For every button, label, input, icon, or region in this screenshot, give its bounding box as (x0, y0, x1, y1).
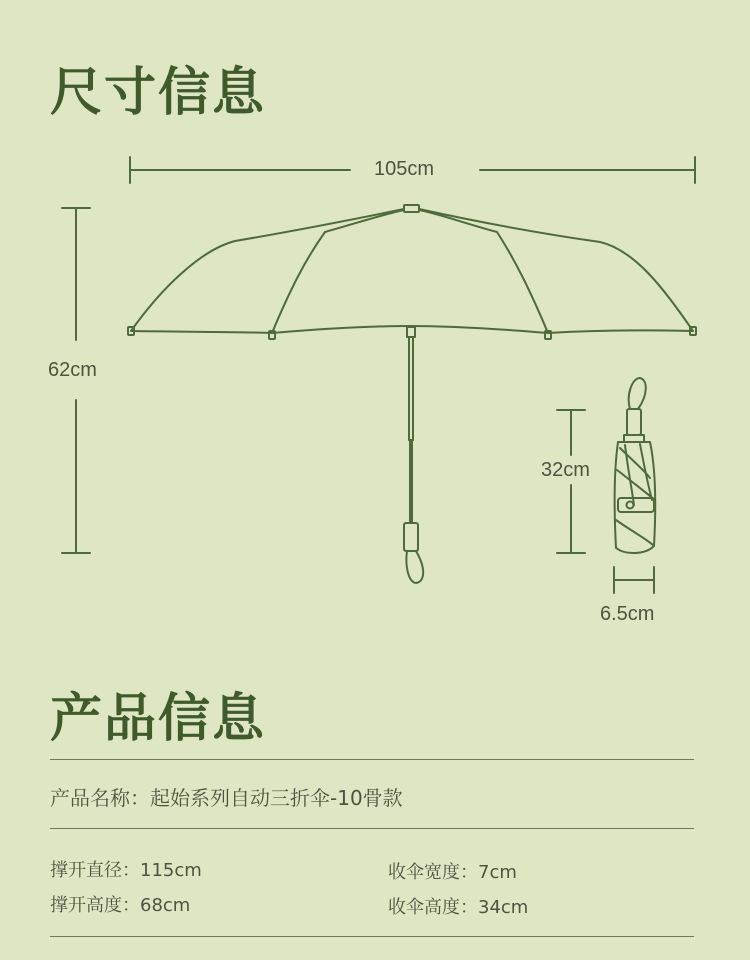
product-name: 产品名称：起始系列自动三折伞-10骨款 (50, 786, 403, 810)
spec-folded-width: 收伞宽度：7cm (388, 862, 517, 883)
spec-open-diameter: 撑开直径：115cm (50, 860, 202, 881)
divider (50, 828, 694, 829)
size-section-title: 尺寸信息 (50, 63, 267, 123)
folded-width-dimension-line (614, 567, 654, 593)
open-width-label: 105cm (374, 158, 435, 180)
product-section-title: 产品信息 (50, 689, 267, 749)
folded-umbrella (615, 378, 656, 553)
folded-width-label: 6.5cm (600, 603, 655, 625)
open-umbrella-canopy (128, 205, 696, 339)
folded-length-label: 32cm (541, 459, 590, 481)
divider (50, 936, 694, 937)
open-height-label: 62cm (48, 359, 97, 381)
spec-open-height: 撑开高度：68cm (50, 895, 191, 916)
open-umbrella-shaft (404, 327, 423, 583)
spec-folded-height: 收伞高度：34cm (388, 897, 529, 918)
divider (50, 759, 694, 760)
